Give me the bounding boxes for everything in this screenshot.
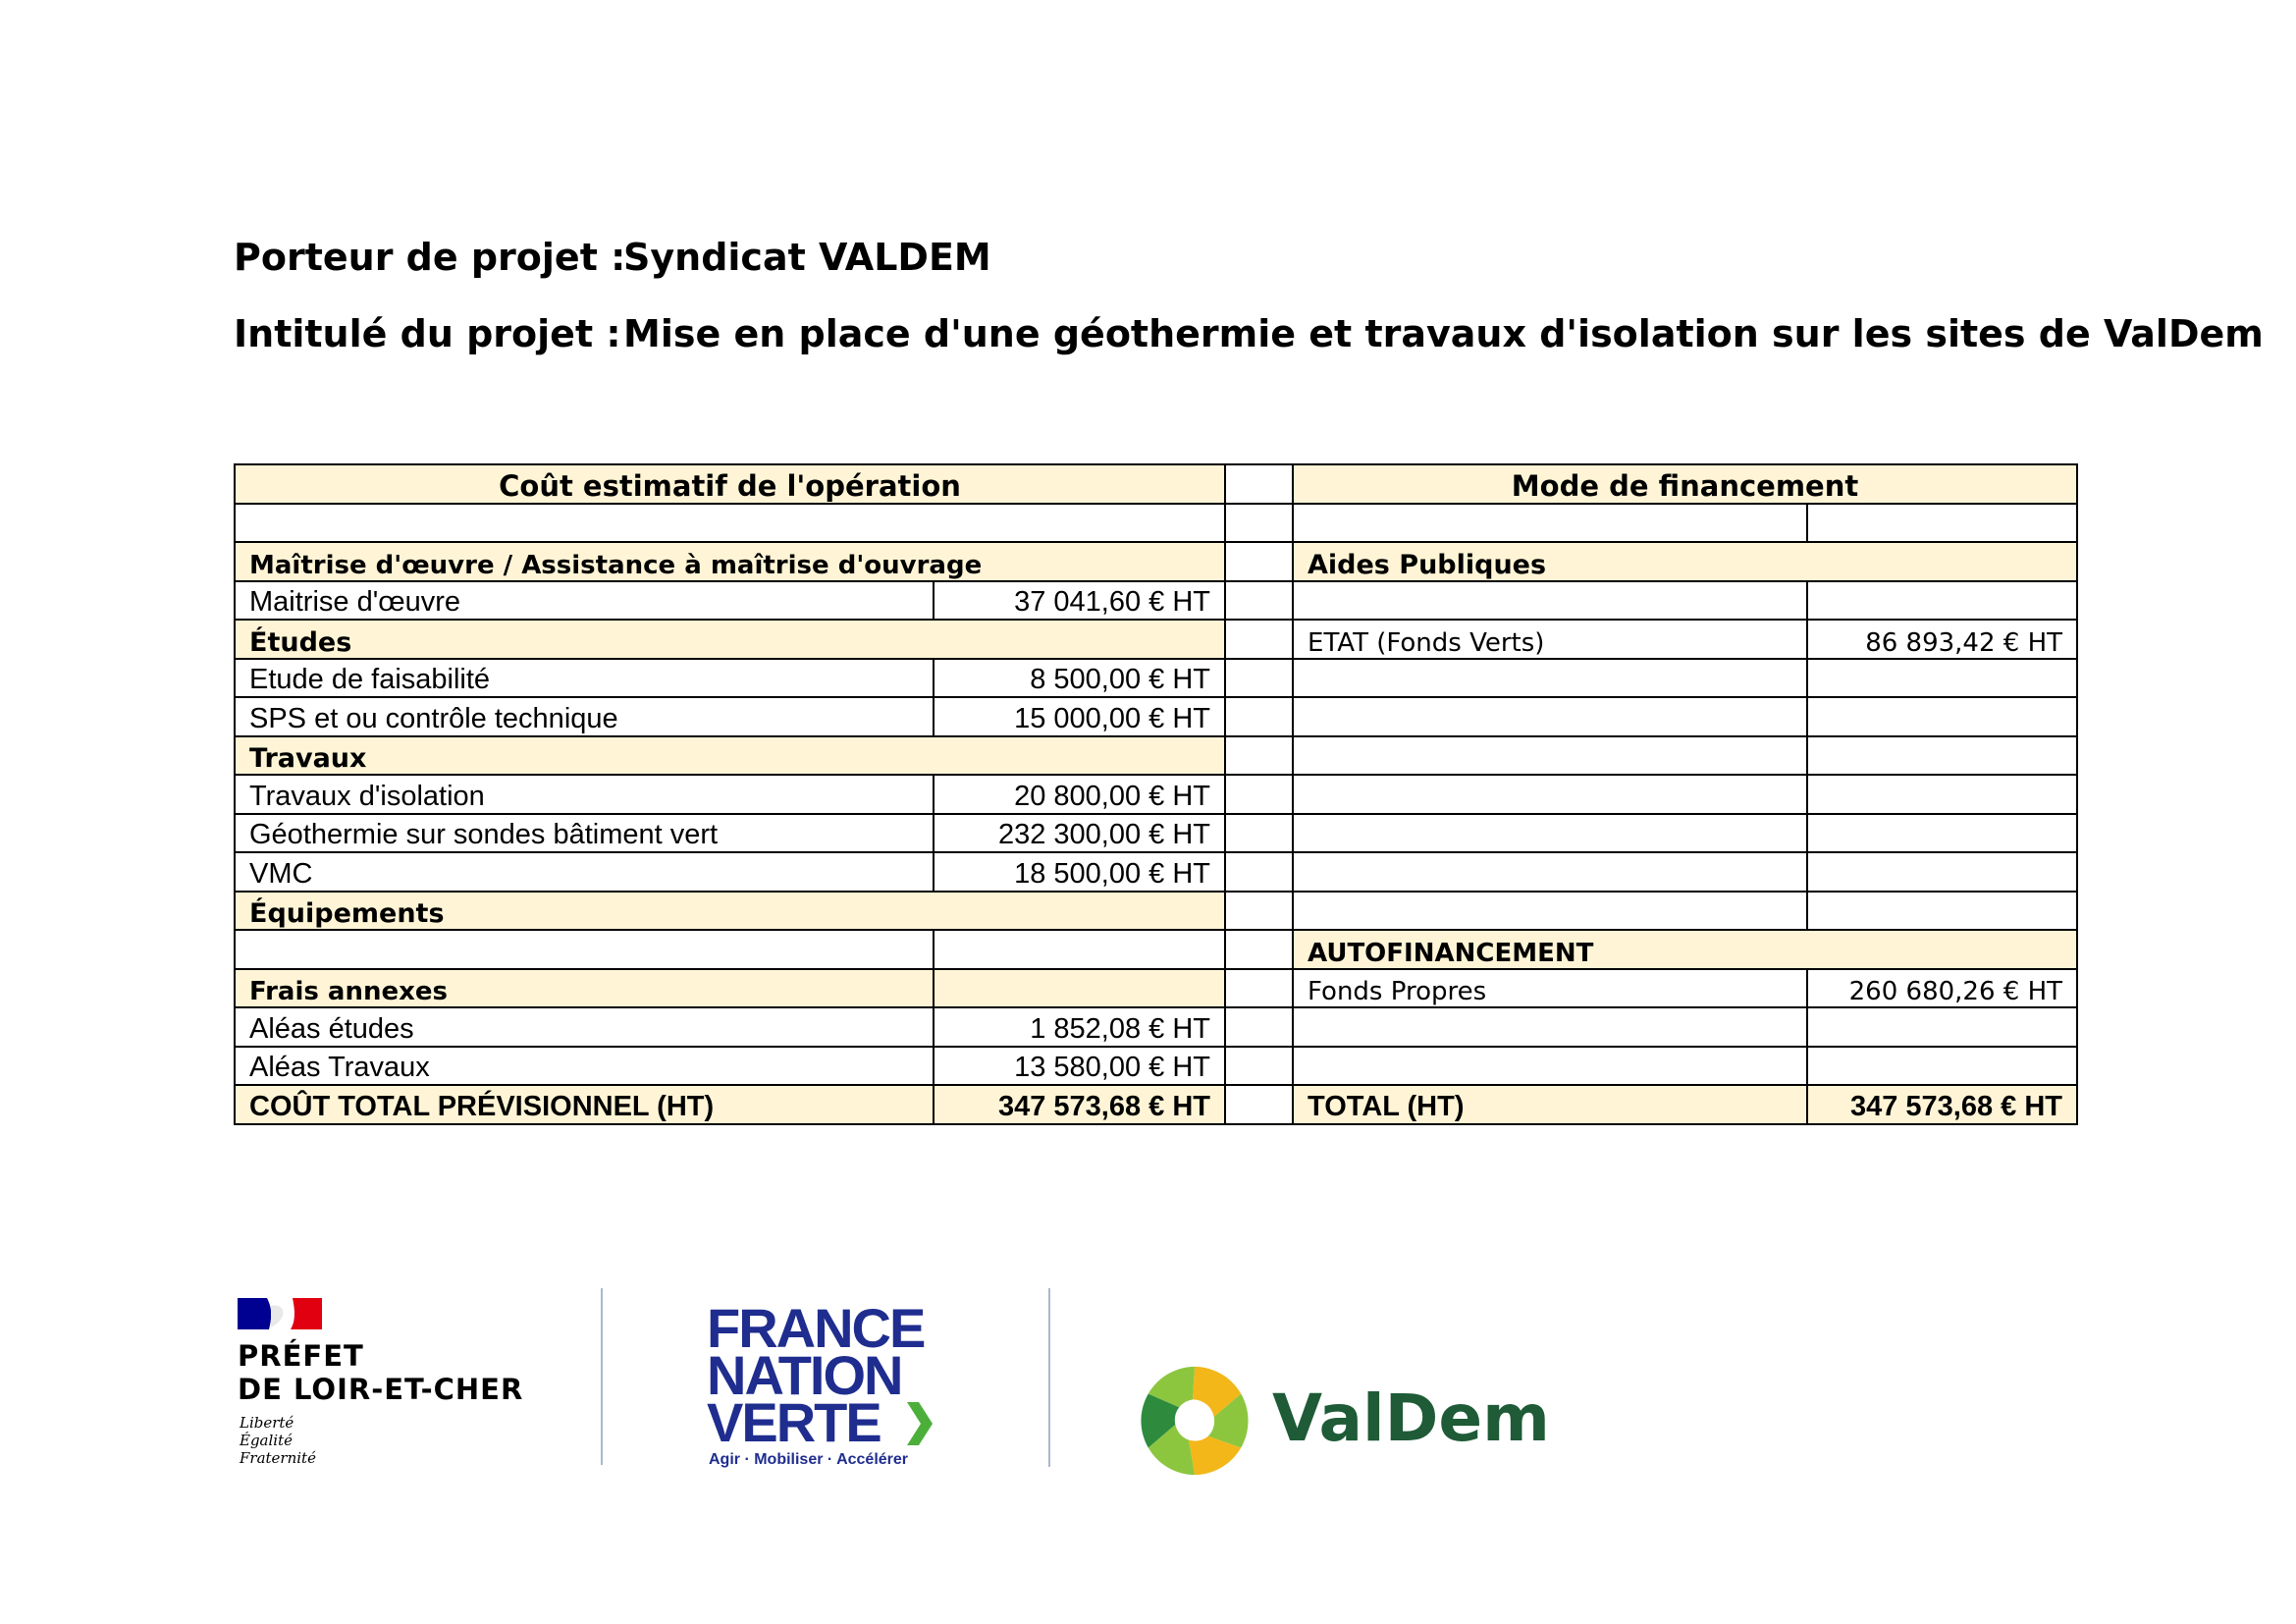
gap-cell: [1225, 1007, 1293, 1047]
section-aides: Aides Publiques: [1293, 542, 2077, 581]
gap-cell: [1225, 504, 1293, 543]
empty-cell: [1293, 775, 1807, 814]
fonds-value: 260 680,26 € HT: [1807, 969, 2077, 1008]
table-row: [235, 1047, 2077, 1086]
maitrise-label: Maitrise d'œuvre: [235, 581, 934, 621]
prefet-logo: [236, 1298, 530, 1475]
empty-cell: [1807, 775, 2077, 814]
empty-cell: [1807, 1007, 2077, 1047]
sps-value: 15 000,00 € HT: [934, 697, 1225, 736]
gap-cell: [1225, 736, 1293, 776]
etat-value: 86 893,42 € HT: [1807, 620, 2077, 659]
vmc-label: VMC: [235, 852, 934, 892]
logo-divider: [1048, 1288, 1050, 1467]
section-autofinancement: AUTOFINANCEMENT: [1293, 930, 2077, 969]
prefet-line2: DE LOIR-ET-CHER: [238, 1373, 524, 1406]
aleas-etudes-value: 1 852,08 € HT: [934, 1007, 1225, 1047]
empty-cell: [1807, 852, 2077, 892]
marianne-icon: [238, 1298, 322, 1329]
empty-cell: [1807, 1047, 2077, 1086]
isolation-value: 20 800,00 € HT: [934, 775, 1225, 814]
valdem-name: ValDem: [1272, 1380, 1550, 1456]
empty-cell: [1807, 581, 2077, 621]
empty-cell: [1293, 892, 1807, 931]
porteur-value: Syndicat VALDEM: [623, 236, 991, 279]
gap-cell: [1225, 1047, 1293, 1086]
empty-cell: [1807, 736, 2077, 776]
funding-total-label: TOTAL (HT): [1293, 1085, 1807, 1124]
gap-cell: [1225, 775, 1293, 814]
funding-title: Mode de financement: [1293, 464, 2077, 504]
gap-cell: [1225, 852, 1293, 892]
motto-liberte: Liberté: [240, 1414, 294, 1432]
empty-cell: [1293, 814, 1807, 853]
table-row: [235, 1007, 2077, 1047]
empty-cell: [1807, 504, 2077, 543]
section-moe: Maîtrise d'œuvre / Assistance à maîtrise d'ouvrage: [235, 542, 1225, 581]
empty-cell: [1807, 697, 2077, 736]
gap-cell: [1225, 892, 1293, 931]
empty-cell: [235, 930, 934, 969]
prefet-line1: PRÉFET: [238, 1339, 364, 1373]
section-frais: Frais annexes: [235, 969, 934, 1008]
cost-title: Coût estimatif de l'opération: [235, 464, 1225, 504]
aleas-travaux-label: Aléas Travaux: [235, 1047, 934, 1086]
empty-cell: [1807, 814, 2077, 853]
fonds-label: Fonds Propres: [1293, 969, 1807, 1008]
funding-total-value: 347 573,68 € HT: [1807, 1085, 2077, 1124]
budget-table: [234, 463, 2078, 1125]
aleas-travaux-value: 13 580,00 € HT: [934, 1047, 1225, 1086]
table-row: [235, 852, 2077, 892]
logo-divider: [601, 1288, 603, 1465]
france-nation-verte-logo: [707, 1297, 952, 1481]
porteur-label: Porteur de projet :: [234, 236, 626, 279]
empty-cell: [1807, 659, 2077, 698]
vmc-value: 18 500,00 € HT: [934, 852, 1225, 892]
empty-cell: [1293, 504, 1807, 543]
maitrise-value: 37 041,60 € HT: [934, 581, 1225, 621]
empty-cell: [1293, 736, 1807, 776]
etat-label: ETAT (Fonds Verts): [1293, 620, 1807, 659]
geothermie-value: 232 300,00 € HT: [934, 814, 1225, 853]
gap-cell: [1225, 930, 1293, 969]
table-row: [235, 659, 2077, 698]
table-row: [235, 620, 2077, 659]
empty-cell: [1293, 697, 1807, 736]
gap-cell: [1225, 464, 1293, 504]
section-equipements: Équipements: [235, 892, 1225, 931]
empty-cell: [1293, 659, 1807, 698]
sps-label: SPS et ou contrôle technique: [235, 697, 934, 736]
empty-cell: [235, 504, 1225, 543]
faisabilite-label: Etude de faisabilité: [235, 659, 934, 698]
faisabilite-value: 8 500,00 € HT: [934, 659, 1225, 698]
table-row: [235, 814, 2077, 853]
cost-total-value: 347 573,68 € HT: [934, 1085, 1225, 1124]
empty-cell: [1293, 1007, 1807, 1047]
table-row: [235, 581, 2077, 621]
gap-cell: [1225, 542, 1293, 581]
gap-cell: [1225, 814, 1293, 853]
table-row: [235, 775, 2077, 814]
empty-cell: [934, 930, 1225, 969]
table-row: [235, 542, 2077, 581]
empty-cell: [1807, 892, 2077, 931]
isolation-label: Travaux d'isolation: [235, 775, 934, 814]
gap-cell: [1225, 620, 1293, 659]
empty-cell: [934, 969, 1225, 1008]
motto-fraternite: Fraternité: [240, 1449, 316, 1467]
table-row: [235, 697, 2077, 736]
aleas-etudes-label: Aléas études: [235, 1007, 934, 1047]
table-header-row: [235, 464, 2077, 504]
gap-cell: [1225, 1085, 1293, 1124]
gap-cell: [1225, 697, 1293, 736]
section-travaux: Travaux: [235, 736, 1225, 776]
empty-cell: [1293, 1047, 1807, 1086]
fnv-line2: NATION: [707, 1344, 902, 1406]
valdem-logo: [1137, 1363, 1549, 1481]
cost-total-label: COÛT TOTAL PRÉVISIONNEL (HT): [235, 1085, 934, 1124]
fnv-line3: VERTE: [707, 1391, 881, 1453]
chevron-right-icon: [907, 1402, 933, 1445]
table-row: [235, 969, 2077, 1008]
motto-egalite: Égalité: [240, 1432, 293, 1449]
gap-cell: [1225, 581, 1293, 621]
valdem-swirl-icon: [1137, 1363, 1253, 1479]
gap-cell: [1225, 969, 1293, 1008]
fnv-line1: FRANCE: [707, 1297, 925, 1359]
table-row: [235, 930, 2077, 969]
intitule-label: Intitulé du projet :: [234, 312, 621, 355]
gap-cell: [1225, 659, 1293, 698]
fnv-tagline: Agir · Mobiliser · Accélérer: [709, 1451, 909, 1468]
empty-cell: [1293, 852, 1807, 892]
empty-cell: [1293, 581, 1807, 621]
table-row: [235, 892, 2077, 931]
table-row: [235, 504, 2077, 543]
section-etudes: Études: [235, 620, 1225, 659]
geothermie-label: Géothermie sur sondes bâtiment vert: [235, 814, 934, 853]
table-row: [235, 736, 2077, 776]
intitule-value: Mise en place d'une géothermie et travaux d'isolation sur les sites de ValDem: [623, 312, 2264, 355]
total-row: [235, 1085, 2077, 1124]
